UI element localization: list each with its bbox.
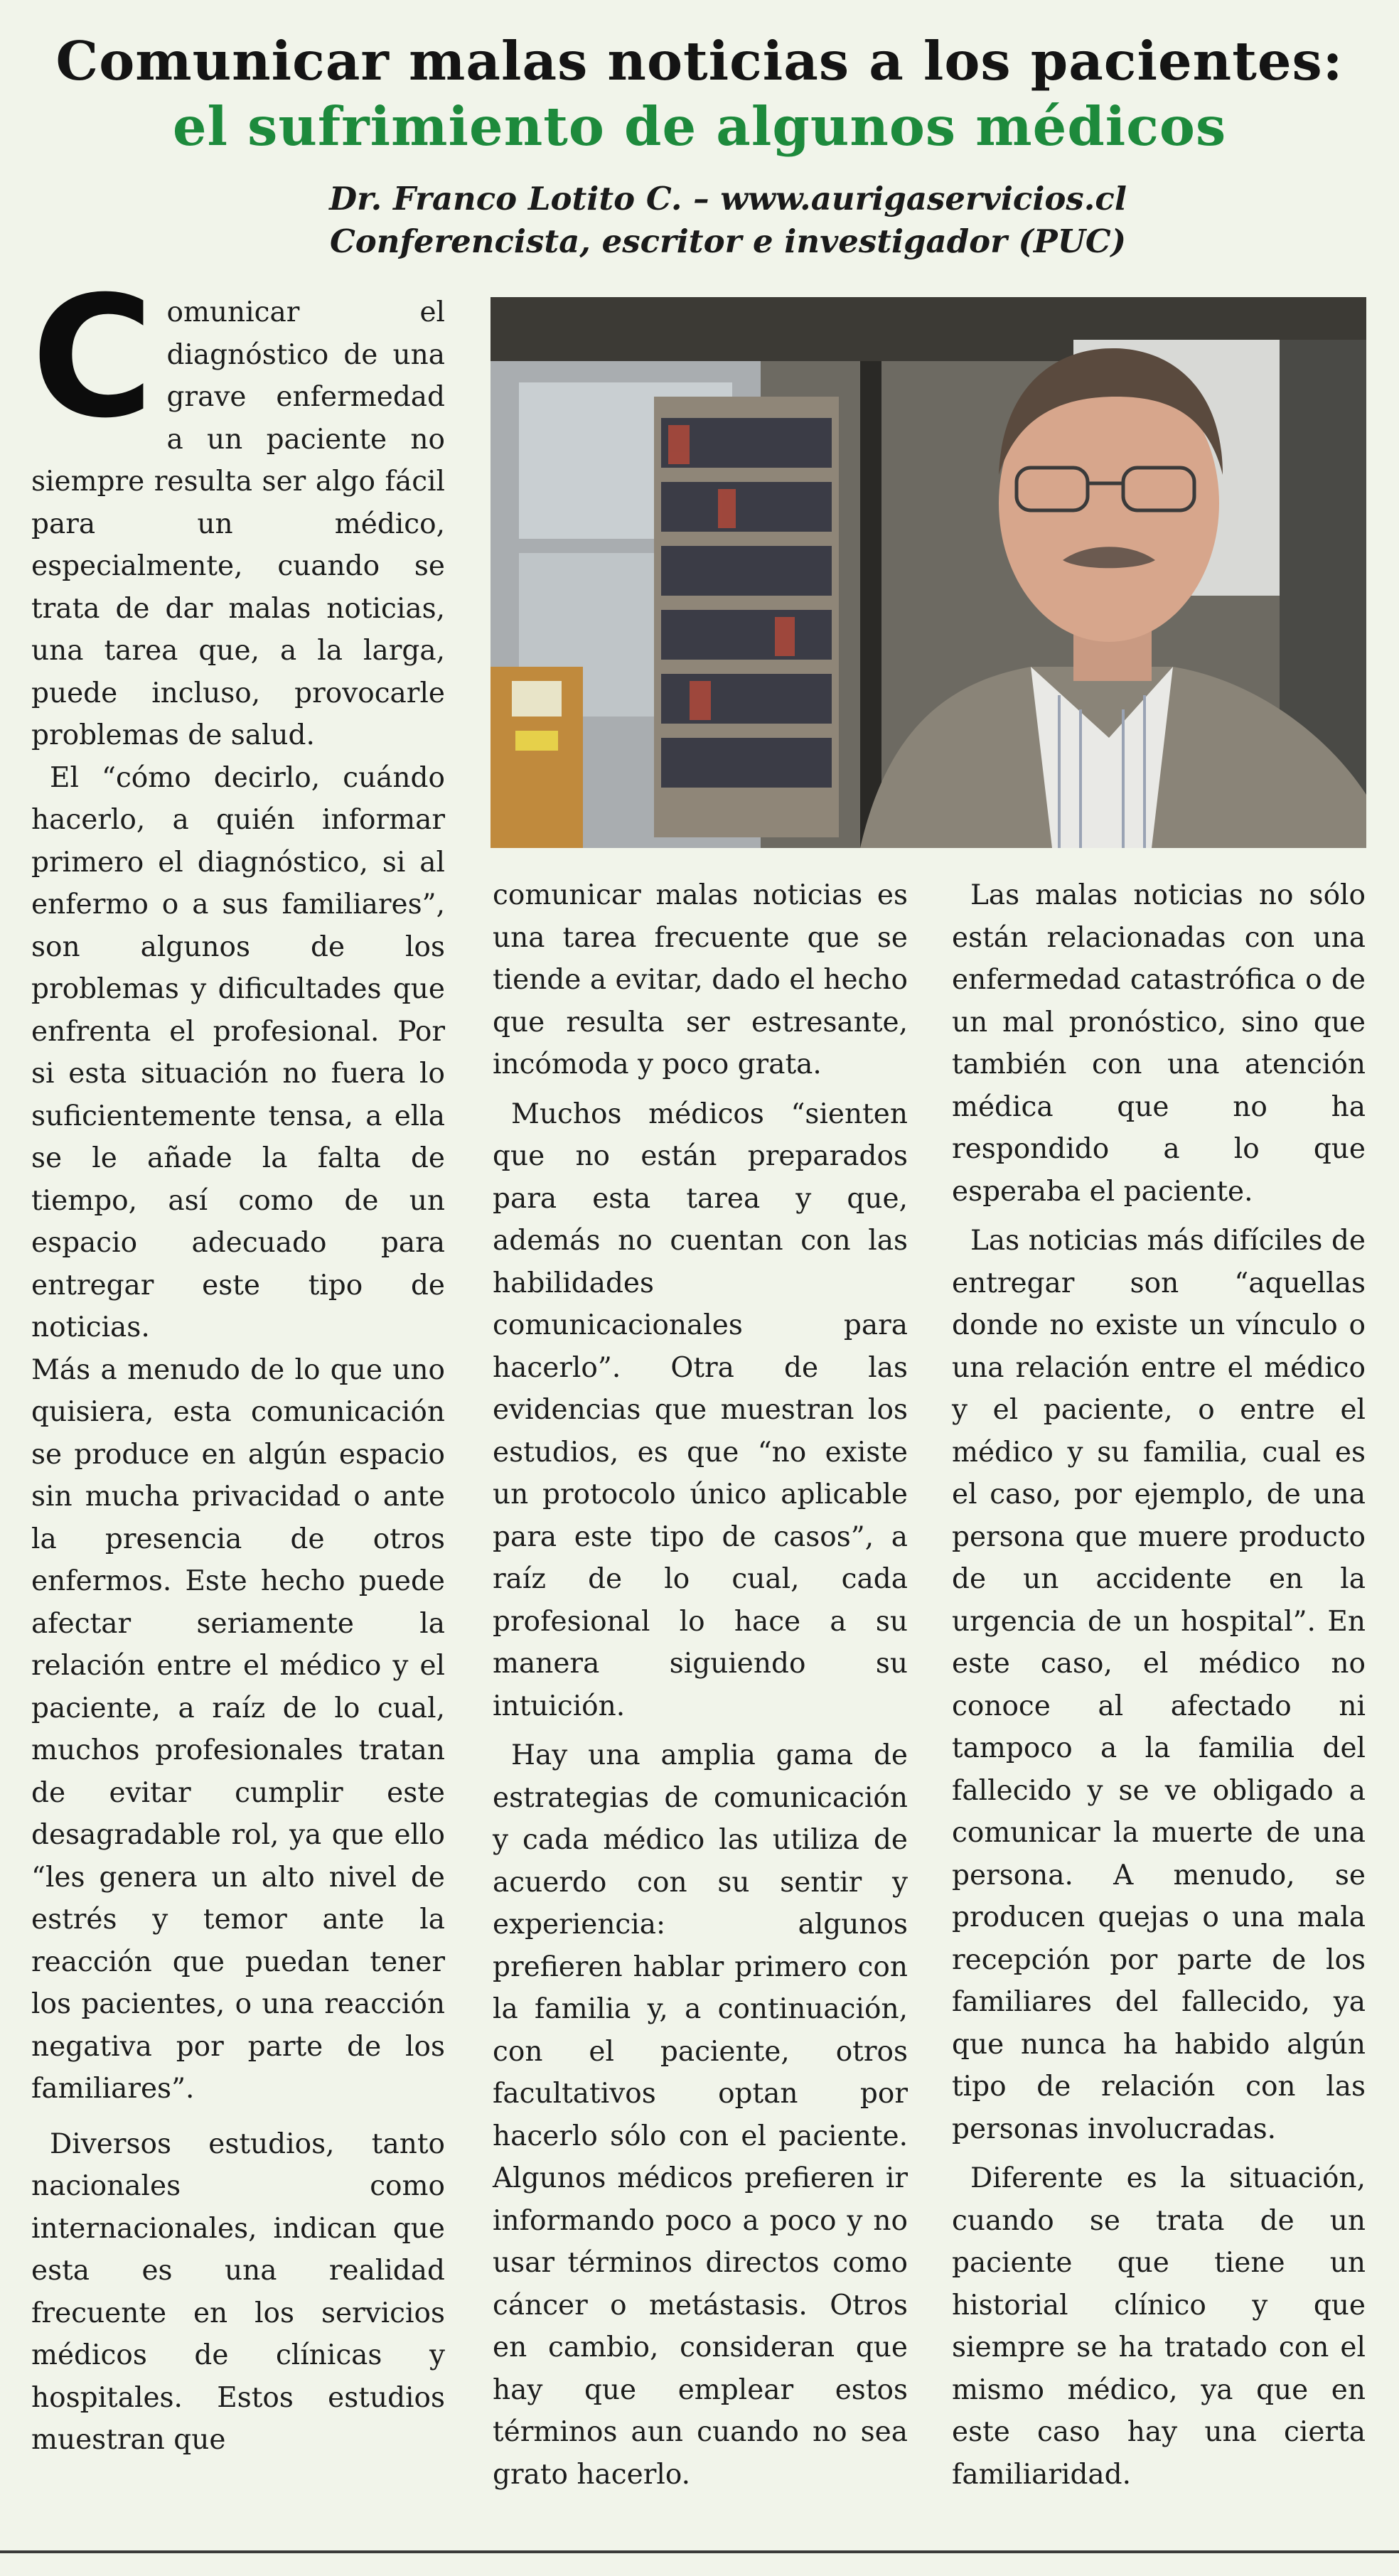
author-role: Conferencista, escritor e investigador (PUC)	[329, 222, 1127, 260]
article-column-3	[952, 874, 1366, 2496]
paragraph	[31, 261, 445, 757]
paragraph: Las noticias más difíciles de entregar son “aquellas donde no existe un vínculo o una relación entre el médico y el paciente, o entre el médico y su familia, cual es el caso, por ejemplo, de una persona que muere producto de un accidente en la urgencia de un hospital”. En este caso, el médico no conoce al afectado ni tampoco a la familia del fallecido y se ve obligado a comunicar la muerte de una persona. A menudo, se producen quejas o una mala recepción por parte de los familiares del fallecido, ya que nunca ha habido algún tipo de relación con las personas involucradas.	[952, 1225, 1366, 2145]
bottom-rule	[0, 2550, 1399, 2553]
paragraph: Diversos estudios, tanto nacionales como internacionales, indican que esta es una realidad frecuente en los servicios médicos de clínicas y hospitales. Estos estudios muestran que	[31, 2127, 445, 2456]
paragraph: comunicar malas noticias es una tarea frecuente que se tiende a evitar, dado el hecho que resulta ser estresante, incómoda y poco grata.	[493, 879, 908, 1080]
paragraph: Las malas noticias no sólo están relacionadas con una enfermedad catastrófica o de un mal pronóstico, sino que también con una atención médica que no ha respondido a lo que esperaba el paciente.	[952, 879, 1366, 1208]
paragraph: El “cómo decirlo, cuándo hacerlo, a quién informar primero el diagnóstico, si al enfermo o a sus familiares”, son algunos de los problemas y dificultades que enfrenta el profesional. Por si esta situación no fuera lo suficientemente tensa, a ella se le añade la falta de tiempo, así como de un espacio adecuado para entregar este tipo de noticias.	[31, 761, 445, 1343]
paragraph: Más a menudo de lo que uno quisiera, esta comunicación se produce en algún espacio sin mucha privacidad o ante la presencia de otros enfermos. Este hecho puede afectar seriamente la relación entre el médico y el paciente, a raíz de lo cual, muchos profesionales tratan de evitar cumplir este desagradable rol, ya que ello “les genera un alto nivel de estrés y temor ante la reacción que puedan tener los pacientes, o una reacción negativa por parte de los familiares”.	[31, 1353, 445, 2105]
paragraph: Diferente es la situación, cuando se trata de un paciente que tiene un historial clínico y que siempre se ha tratado con el mismo médico, ya que en este caso hay una cierta familiaridad.	[952, 2162, 1366, 2491]
paragraph-text: omunicar el diagnóstico de una grave enfermedad a un paciente no siempre resulta ser algo fácil para un médico, especialmente, cuando se trata de dar malas noticias, una tarea que, a la larga, puede incluso, provocarle problemas de salud.	[31, 296, 445, 751]
article-title: Comunicar malas noticias a los pacientes:	[55, 30, 1344, 92]
drop-cap: C	[31, 261, 154, 455]
author-line: Dr. Franco Lotito C. – www.aurigaservicios.cl	[329, 180, 1127, 218]
photo-illustration	[491, 297, 1366, 848]
article-column-2	[493, 874, 908, 2496]
author-portrait-photo	[491, 297, 1366, 848]
paragraph: Hay una amplia gama de estrategias de comunicación y cada médico las utiliza de acuerdo con su sentir y experiencia: algunos prefieren hablar primero con la familia y, a continuación, con el paciente, otros facultativos optan por hacerlo sólo con el paciente. Algunos médicos prefieren ir informando poco a poco y no usar términos directos como cáncer o metástasis. Otros en cambio, consideran que hay que emplear estos términos aun cuando no sea grato hacerlo.	[493, 1739, 908, 2491]
article-column-1	[31, 261, 445, 2462]
article-subtitle: el sufrimiento de algunos médicos	[172, 95, 1227, 158]
paragraph: Muchos médicos “sienten que no están preparados para esta tarea y que, además no cuentan con las habilidades comunicacionales para hacerlo”. Otra de las evidencias que muestran los estudios, es que “no existe un protocolo único aplicable para este tipo de casos”, a raíz de lo cual, cada profesional lo hace a su manera siguiendo su intuición.	[493, 1098, 908, 1722]
